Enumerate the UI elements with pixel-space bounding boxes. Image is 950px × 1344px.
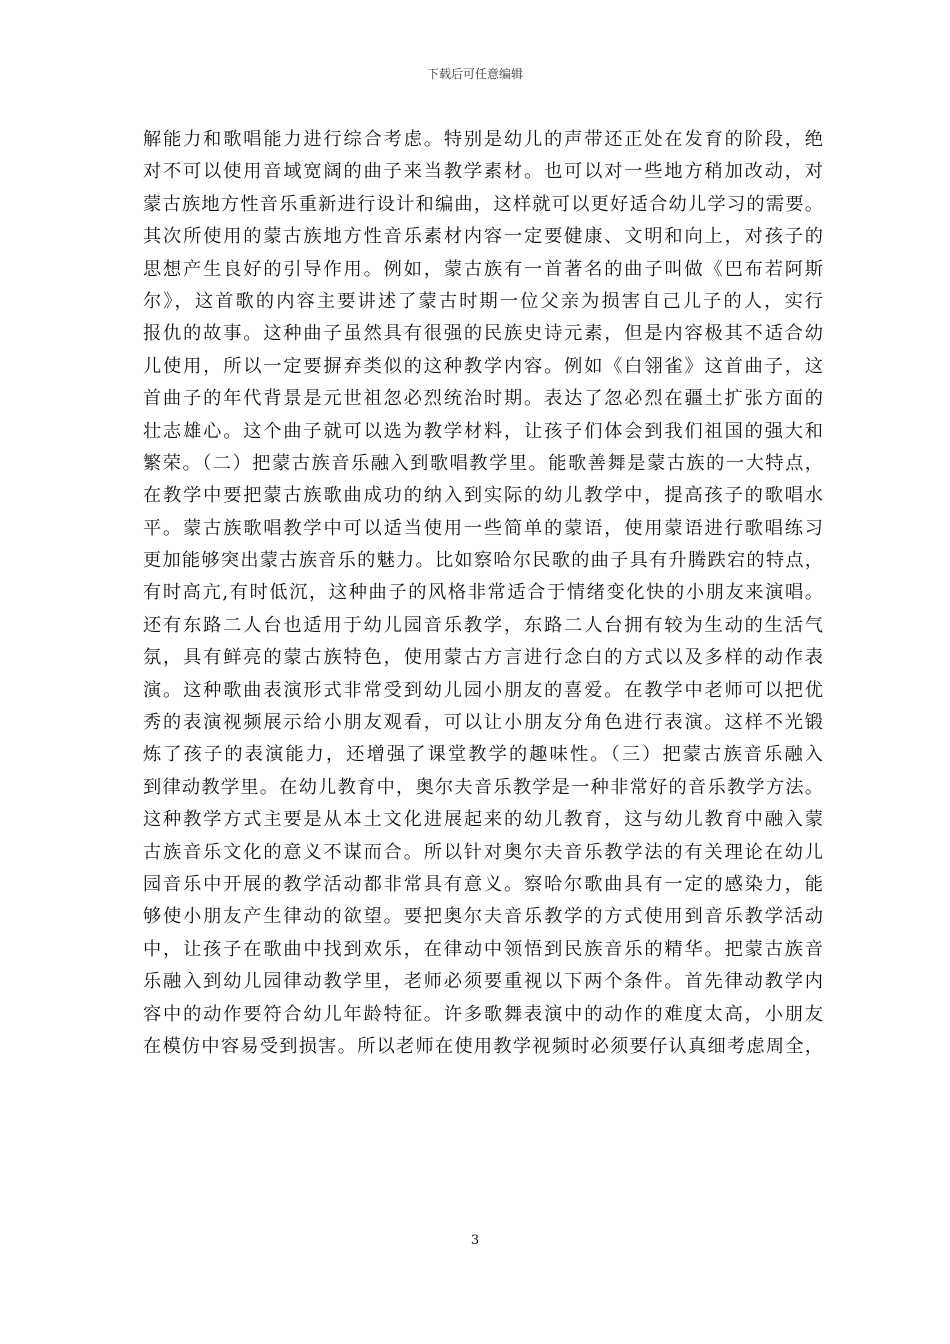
text-line: 还有东路二人台也适用于幼儿园音乐教学，东路二人台拥有较为生动的生活气 [143, 614, 823, 636]
text-line: 首曲子的年代背景是元世祖忽必烈统治时期。表达了忽必烈在疆土扩张方面的 [143, 388, 823, 410]
text-line: 秀的表演视频展示给小朋友观看，可以让小朋友分角色进行表演。这样不光锻 [143, 712, 823, 734]
page-header: 下载后可任意编辑 [426, 67, 523, 81]
text-line: 尔》，这首歌的内容主要讲述了蒙古时期一位父亲为损害自己儿子的人，实行 [143, 290, 823, 312]
text-line: 中，让孩子在歌曲中找到欢乐，在律动中领悟到民族音乐的精华。把蒙古族音 [143, 938, 823, 960]
text-line: 有时高亢,有时低沉，这种曲子的风格非常适合于情绪变化快的小朋友来演唱。 [143, 582, 823, 604]
text-line: 氛，具有鲜亮的蒙古族特色，使用蒙古方言进行念白的方式以及多样的动作表 [143, 647, 823, 669]
text-line: 演。这种歌曲表演形式非常受到幼儿园小朋友的喜爱。在教学中老师可以把优 [143, 679, 823, 701]
text-line: 其次所使用的蒙古族地方性音乐素材内容一定要健康、文明和向上，对孩子的 [143, 226, 823, 248]
text-line: 更加能够突出蒙古族音乐的魅力。比如察哈尔民歌的曲子具有升腾跌宕的特点， [143, 550, 823, 572]
text-line: 解能力和歌唱能力进行综合考虑。特别是幼儿的声带还正处在发育的阶段，绝 [143, 129, 823, 150]
text-line: 这种教学方式主要是从本土文化进展起来的幼儿教育，这与幼儿教育中融入蒙 [143, 809, 823, 831]
body-text [143, 124, 823, 1063]
text-line: 平。蒙古族歌唱教学中可以适当使用一些简单的蒙语，使用蒙语进行歌唱练习 [143, 517, 823, 539]
text-line: 炼了孩子的表演能力，还增强了课堂教学的趣味性。（三）把蒙古族音乐融入 [143, 744, 823, 766]
text-line: 到律动教学里。在幼儿教育中，奥尔夫音乐教学是一种非常好的音乐教学方法。 [143, 776, 823, 798]
text-line: 思想产生良好的引导作用。例如，蒙古族有一首著名的曲子叫做《巴布若阿斯 [143, 258, 823, 280]
text-line: 壮志雄心。这个曲子就可以选为教学材料，让孩子们体会到我们祖国的强大和 [143, 420, 823, 442]
text-line: 园音乐中开展的教学活动都非常具有意义。察哈尔歌曲具有一定的感染力，能 [143, 873, 823, 895]
text-line: 乐融入到幼儿园律动教学里，老师必须要重视以下两个条件。首先律动教学内 [143, 971, 823, 993]
text-line: 繁荣。（二）把蒙古族音乐融入到歌唱教学里。能歌善舞是蒙古族的一大特点， [143, 452, 823, 474]
text-line: 在模仿中容易受到损害。所以老师在使用教学视频时必须要仔认真细考虑周全， [143, 1035, 823, 1057]
text-line: 对不可以使用音域宽阔的曲子来当教学素材。也可以对一些地方稍加改动，对 [143, 161, 823, 183]
text-line: 容中的动作要符合幼儿年龄特征。许多歌舞表演中的动作的难度太高，小朋友 [143, 1003, 823, 1025]
page-number: 3 [470, 1233, 480, 1248]
text-line: 儿使用，所以一定要摒弃类似的这种教学内容。例如《白翎雀》这首曲子，这 [143, 355, 823, 377]
text-line: 够使小朋友产生律动的欲望。要把奥尔夫音乐教学的方式使用到音乐教学活动 [143, 906, 823, 928]
text-line: 报仇的故事。这种曲子虽然具有很强的民族史诗元素，但是内容极其不适合幼 [143, 323, 823, 345]
text-line: 蒙古族地方性音乐重新进行设计和编曲，这样就可以更好适合幼儿学习的需要。 [143, 193, 823, 215]
text-line: 在教学中要把蒙古族歌曲成功的纳入到实际的幼儿教学中，提高孩子的歌唱水 [143, 485, 823, 507]
text-line: 古族音乐文化的意义不谋而合。所以针对奥尔夫音乐教学法的有关理论在幼儿 [143, 841, 823, 863]
